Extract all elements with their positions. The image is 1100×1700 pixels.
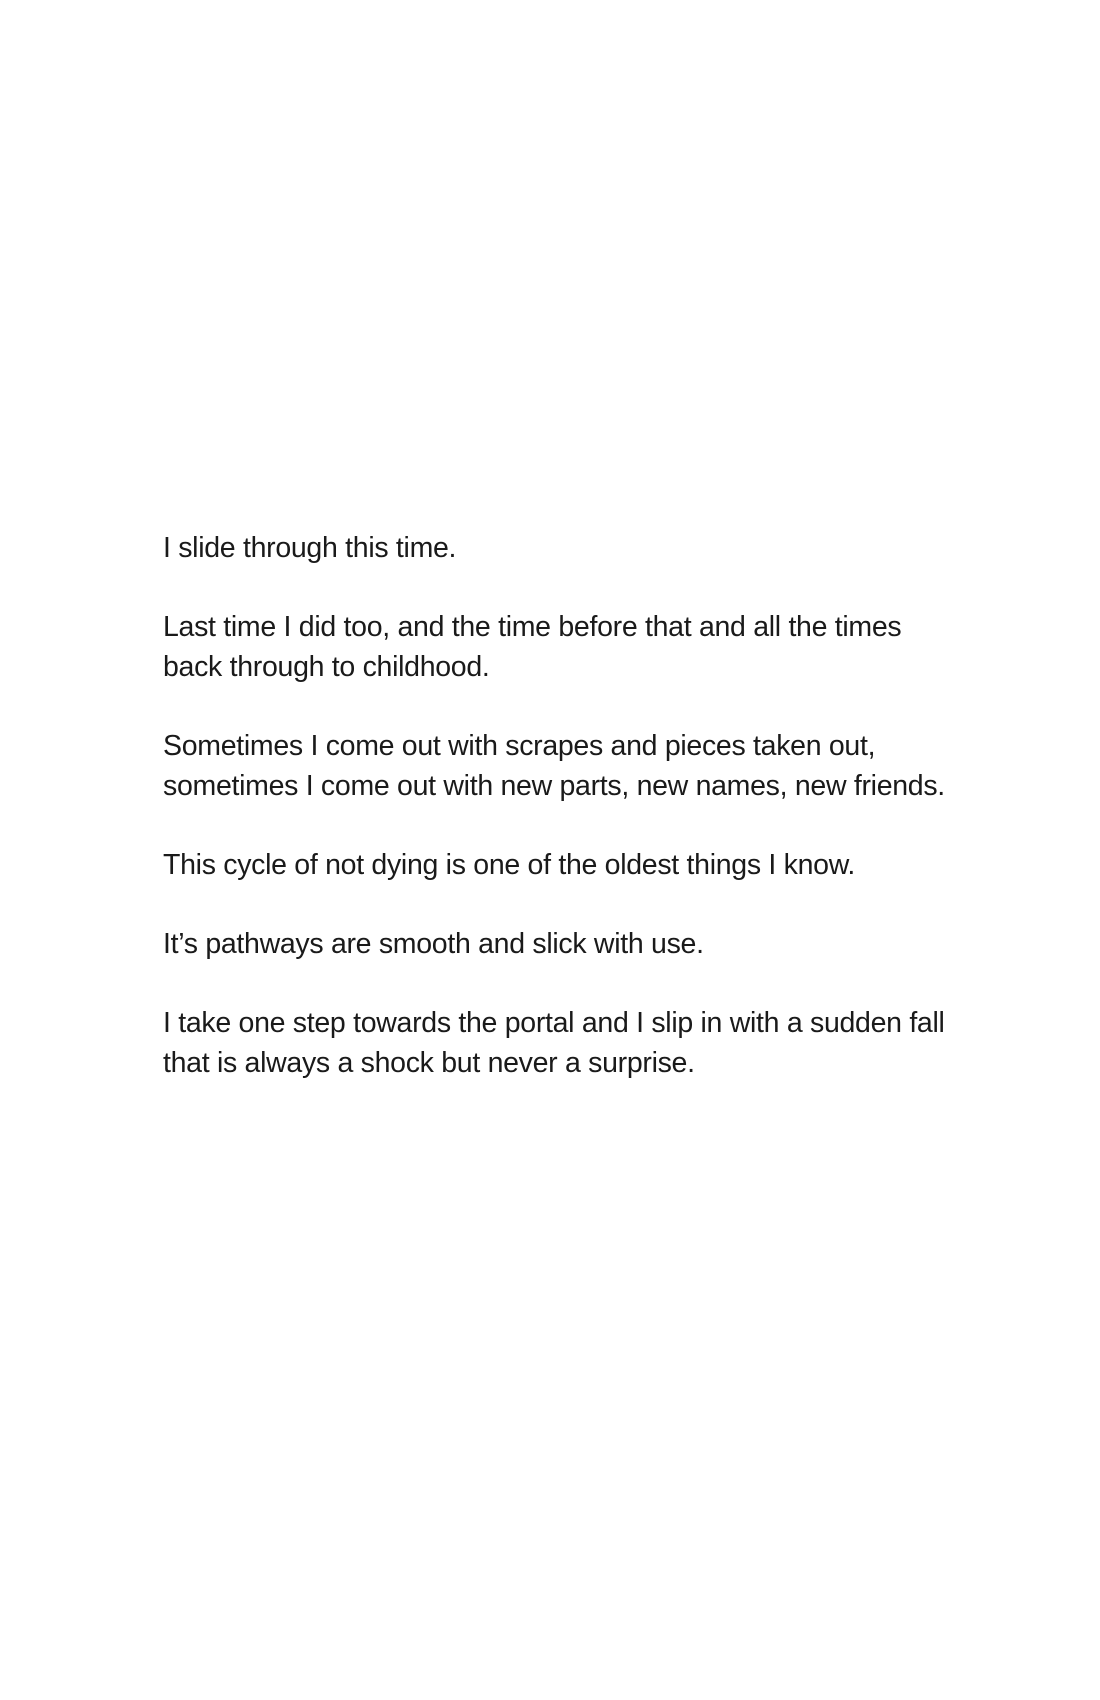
paragraph-3: Sometimes I come out with scrapes and pieces taken out, sometimes I come out with new parts, new names, new friends. (163, 730, 945, 802)
paragraph-2: Last time I did too, and the time before that and all the times back through to childhood. (163, 611, 902, 683)
body-text (163, 528, 963, 1083)
paragraph-5: It’s pathways are smooth and slick with use. (163, 928, 704, 960)
paragraph-4: This cycle of not dying is one of the oldest things I know. (163, 849, 856, 881)
paragraph-1: I slide through this time. (163, 532, 457, 564)
paragraph-6: I take one step towards the portal and I slip in with a sudden fall that is always a shock but never a surprise. (163, 1007, 945, 1079)
